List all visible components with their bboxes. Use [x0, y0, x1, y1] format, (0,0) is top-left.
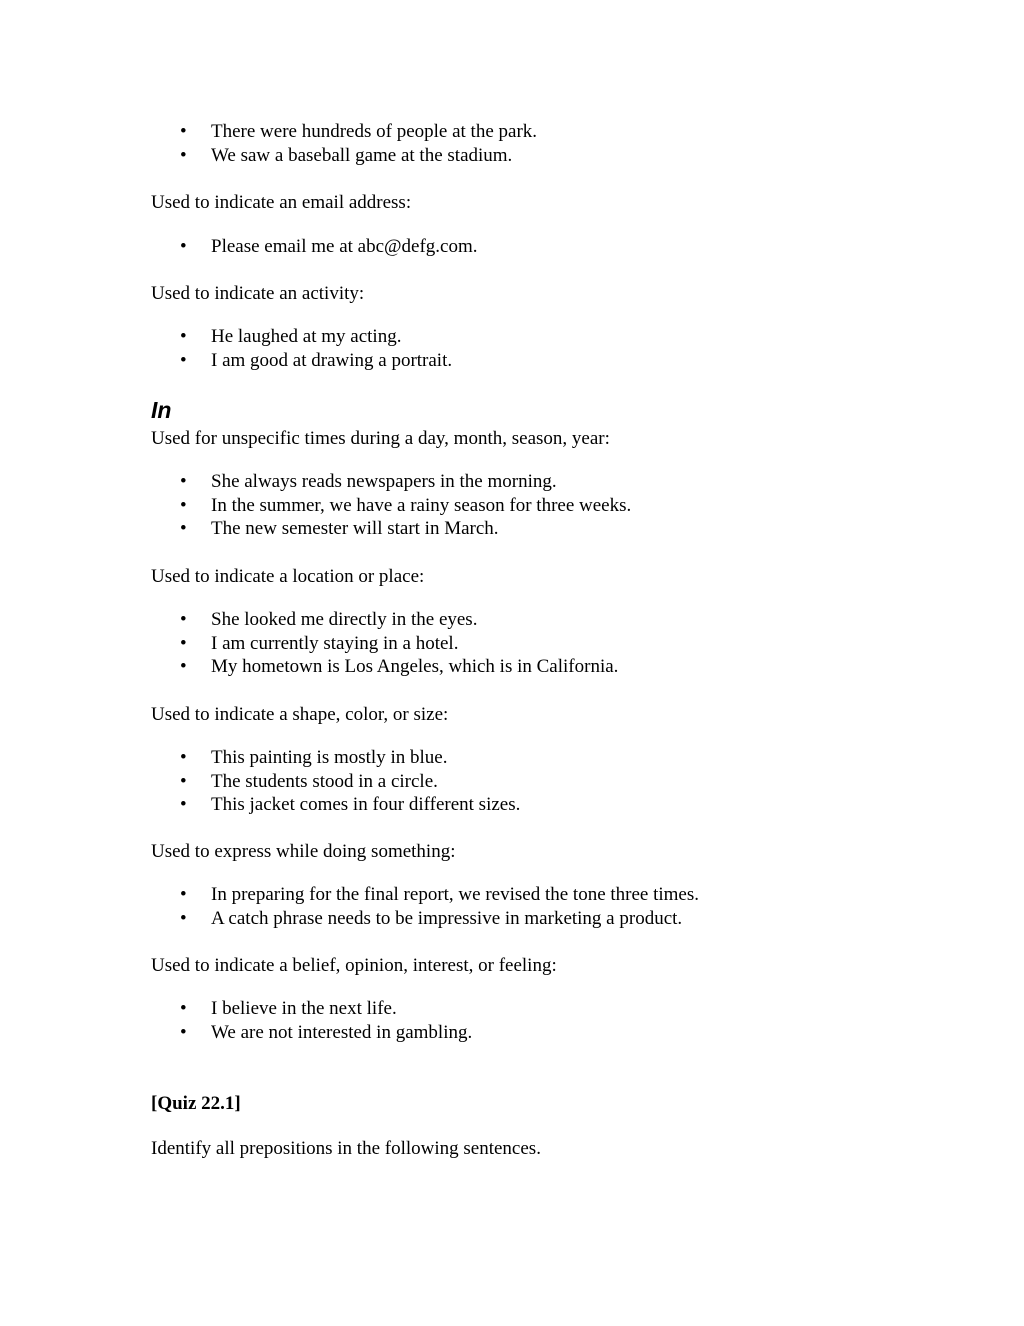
at-email-list-block: [151, 235, 911, 259]
at-activity-label: Used to indicate an activity:: [151, 283, 365, 304]
list-item: • Please email me at abc@defg.com.: [151, 235, 911, 259]
list-item: • My hometown is Los Angeles, which is in California.: [151, 655, 911, 679]
list-item: • I believe in the next life.: [151, 997, 911, 1021]
at-places-list-block: [151, 120, 911, 167]
in-times-label: Used for unspecific times during a day, month, season, year:: [151, 428, 610, 449]
at-email-label: Used to indicate an email address:: [151, 192, 412, 213]
list-item: • This painting is mostly in blue.: [151, 746, 911, 770]
list-item: • I am currently staying in a hotel.: [151, 632, 911, 656]
quiz-instruction: Identify all prepositions in the following sentences.: [151, 1138, 541, 1159]
in-location-list-block: [151, 608, 911, 679]
list-item: • There were hundreds of people at the park.: [151, 120, 911, 144]
list-item: • We are not interested in gambling.: [151, 1021, 911, 1045]
in-belief-list: [151, 997, 911, 1044]
in-location-label: Used to indicate a location or place:: [151, 566, 425, 587]
in-shape-label: Used to indicate a shape, color, or size:: [151, 704, 449, 725]
in-while-list: [151, 883, 911, 930]
list-item: • In the summer, we have a rainy season for three weeks.: [151, 494, 911, 518]
at-places-list: [151, 120, 911, 167]
list-item: • A catch phrase needs to be impressive in marketing a product.: [151, 907, 911, 931]
at-email-list: [151, 235, 911, 259]
list-item: • She always reads newspapers in the morning.: [151, 470, 911, 494]
section-heading-in: In: [151, 397, 172, 423]
list-item: • He laughed at my acting.: [151, 325, 911, 349]
at-activity-list: [151, 325, 911, 372]
list-item: • In preparing for the final report, we revised the tone three times.: [151, 883, 911, 907]
quiz-title: [Quiz 22.1]: [151, 1093, 241, 1114]
in-times-list-block: [151, 470, 911, 541]
in-belief-list-block: [151, 997, 911, 1044]
list-item: • The new semester will start in March.: [151, 517, 911, 541]
list-item: • I am good at drawing a portrait.: [151, 349, 911, 373]
list-item: • She looked me directly in the eyes.: [151, 608, 911, 632]
list-item: • We saw a baseball game at the stadium.: [151, 144, 911, 168]
list-item: • The students stood in a circle.: [151, 770, 911, 794]
list-item: • This jacket comes in four different sizes.: [151, 793, 911, 817]
in-times-list: [151, 470, 911, 541]
in-shape-list: [151, 746, 911, 817]
in-while-label: Used to express while doing something:: [151, 841, 456, 862]
in-location-list: [151, 608, 911, 679]
in-belief-label: Used to indicate a belief, opinion, interest, or feeling:: [151, 955, 557, 976]
in-while-list-block: [151, 883, 911, 930]
in-shape-list-block: [151, 746, 911, 817]
at-activity-list-block: [151, 325, 911, 372]
